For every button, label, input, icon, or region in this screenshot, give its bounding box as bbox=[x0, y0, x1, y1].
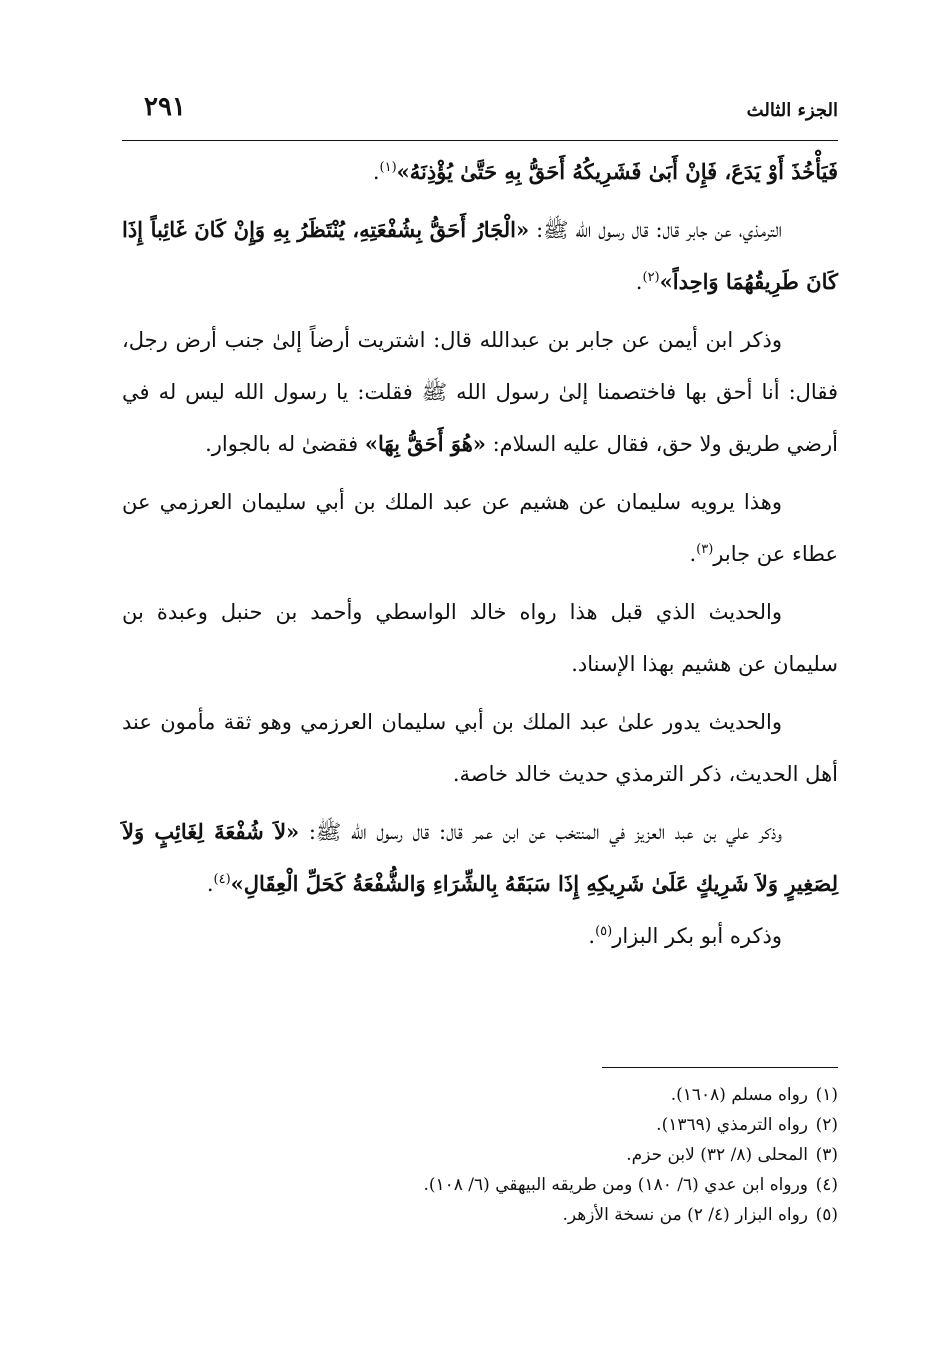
footnote-number: (١) bbox=[815, 1085, 838, 1105]
paragraph-8 bbox=[122, 910, 838, 962]
paragraph-text: والحديث الذي قبل هذا رواه خالد الواسطي وأحمد بن حنبل وعبدة بن سليمان عن هشيم بهذا الإسناد. bbox=[122, 600, 838, 676]
paragraph-end: . bbox=[588, 924, 596, 948]
footnotes bbox=[122, 1080, 838, 1230]
hadith-quote: «لاَ شُفْعَةَ لِغَائِبٍ وَلاَ لِصَغِيرٍ وَلاَ شَرِيكٍ عَلَىٰ شَرِيكِهِ إِذَا سَبَقَهُ بِالشِّرَاءِ وَالشُّفْعَةُ كَحَلِّ الْعِقَالِ» bbox=[122, 819, 838, 896]
paragraph-7 bbox=[122, 806, 838, 910]
footnote-ref-2: (٢) bbox=[642, 270, 660, 285]
hadith-quote: فَيَأْخُذَ أَوْ يَدَعَ، فَإِنْ أَبَىٰ فَشَرِيكُهُ أَحَقُّ بِهِ حَتَّىٰ يُؤْذِنَهُ» bbox=[396, 159, 838, 184]
footnote-number: (٣) bbox=[815, 1145, 838, 1165]
footnote-text: رواه مسلم (١٦٠٨). bbox=[670, 1085, 808, 1105]
footnote-4 bbox=[122, 1170, 838, 1200]
paragraph-end: . bbox=[372, 160, 380, 184]
paragraph-text: وذكر ابن أيمن عن جابر بن عبدالله قال: اشتريت أرضاً إلىٰ جنب أرض رجل، فقال: أنا أحق بها فاختصمنا إلىٰ رسول الله ﷺ فقلت: يا رسول الله ليس له في أرضي طريق ولا حق، فقال عليه السلام: bbox=[122, 328, 838, 456]
footnote-3 bbox=[122, 1140, 838, 1170]
footnote-number: (٤) bbox=[815, 1175, 838, 1195]
paragraph-text: وهذا يرويه سليمان عن هشيم عن عبد الملك بن أبي سليمان العرزمي عن عطاء عن جابر bbox=[122, 490, 838, 566]
hadith-quote: «هُوَ أَحَقُّ بِهَا» bbox=[364, 431, 486, 456]
footnote-ref-4: (٤) bbox=[213, 872, 231, 887]
footnote-text: رواه الترمذي (١٣٦٩). bbox=[656, 1115, 808, 1135]
paragraph-end: فقضىٰ له بالجوار. bbox=[205, 432, 359, 456]
paragraph-3 bbox=[122, 314, 838, 470]
footnote-text: رواه البزار (٤/ ٢) من نسخة الأزهر. bbox=[562, 1205, 808, 1225]
footnote-ref-3: (٣) bbox=[696, 542, 714, 557]
footnote-5 bbox=[122, 1200, 838, 1230]
paragraph-end: . bbox=[689, 542, 697, 566]
hadith-quote: «الْجَارُ أَحَقُّ بِشُفْعَتِهِ، يُنْتَظَرُ بِهِ وَإِنْ كَانَ غَائِباً إِذَا كَانَ طَرِيقُهُمَا وَاحِداً» bbox=[122, 217, 838, 294]
footnote-ref-1: (١) bbox=[379, 160, 397, 175]
footnote-text: ورواه ابن عدي (٦/ ١٨٠) ومن طريقه البيهقي (٦/ ١٠٨). bbox=[423, 1175, 808, 1195]
footnote-1 bbox=[122, 1080, 838, 1110]
paragraph-4 bbox=[122, 476, 838, 580]
footnote-number: (٥) bbox=[815, 1205, 838, 1225]
running-head: الجزء الثالث bbox=[746, 100, 838, 121]
footnote-ref-5: (٥) bbox=[595, 924, 613, 939]
footnote-2 bbox=[122, 1110, 838, 1140]
paragraph-text: وذكره أبو بكر البزار bbox=[612, 924, 782, 948]
main-text bbox=[122, 146, 838, 962]
page-header bbox=[122, 92, 838, 132]
paragraph-lead: الترمذي، عن جابر قال: قال رسول الله ﷺ: bbox=[536, 218, 783, 242]
paragraph-1 bbox=[122, 146, 838, 198]
paragraph-end: . bbox=[635, 270, 643, 294]
paragraph-6 bbox=[122, 696, 838, 800]
footnote-rule bbox=[602, 1067, 838, 1068]
paragraph-text: والحديث يدور علىٰ عبد الملك بن أبي سليمان العرزمي وهو ثقة مأمون عند أهل الحديث، ذكر الترمذي حديث خالد خاصة. bbox=[122, 710, 838, 786]
footnote-number: (٢) bbox=[815, 1115, 838, 1135]
paragraph-end: . bbox=[206, 872, 214, 896]
paragraph-lead: وذكر علي بن عبد العزيز في المنتخب عن ابن عمر قال: قال رسول الله ﷺ: bbox=[308, 820, 782, 844]
header-rule bbox=[122, 140, 838, 141]
paragraph-2 bbox=[122, 204, 838, 308]
page-number: ٢٩١ bbox=[144, 92, 186, 122]
footnote-text: المحلى (٨/ ٣٢) لابن حزم. bbox=[626, 1145, 808, 1165]
paragraph-5 bbox=[122, 586, 838, 690]
